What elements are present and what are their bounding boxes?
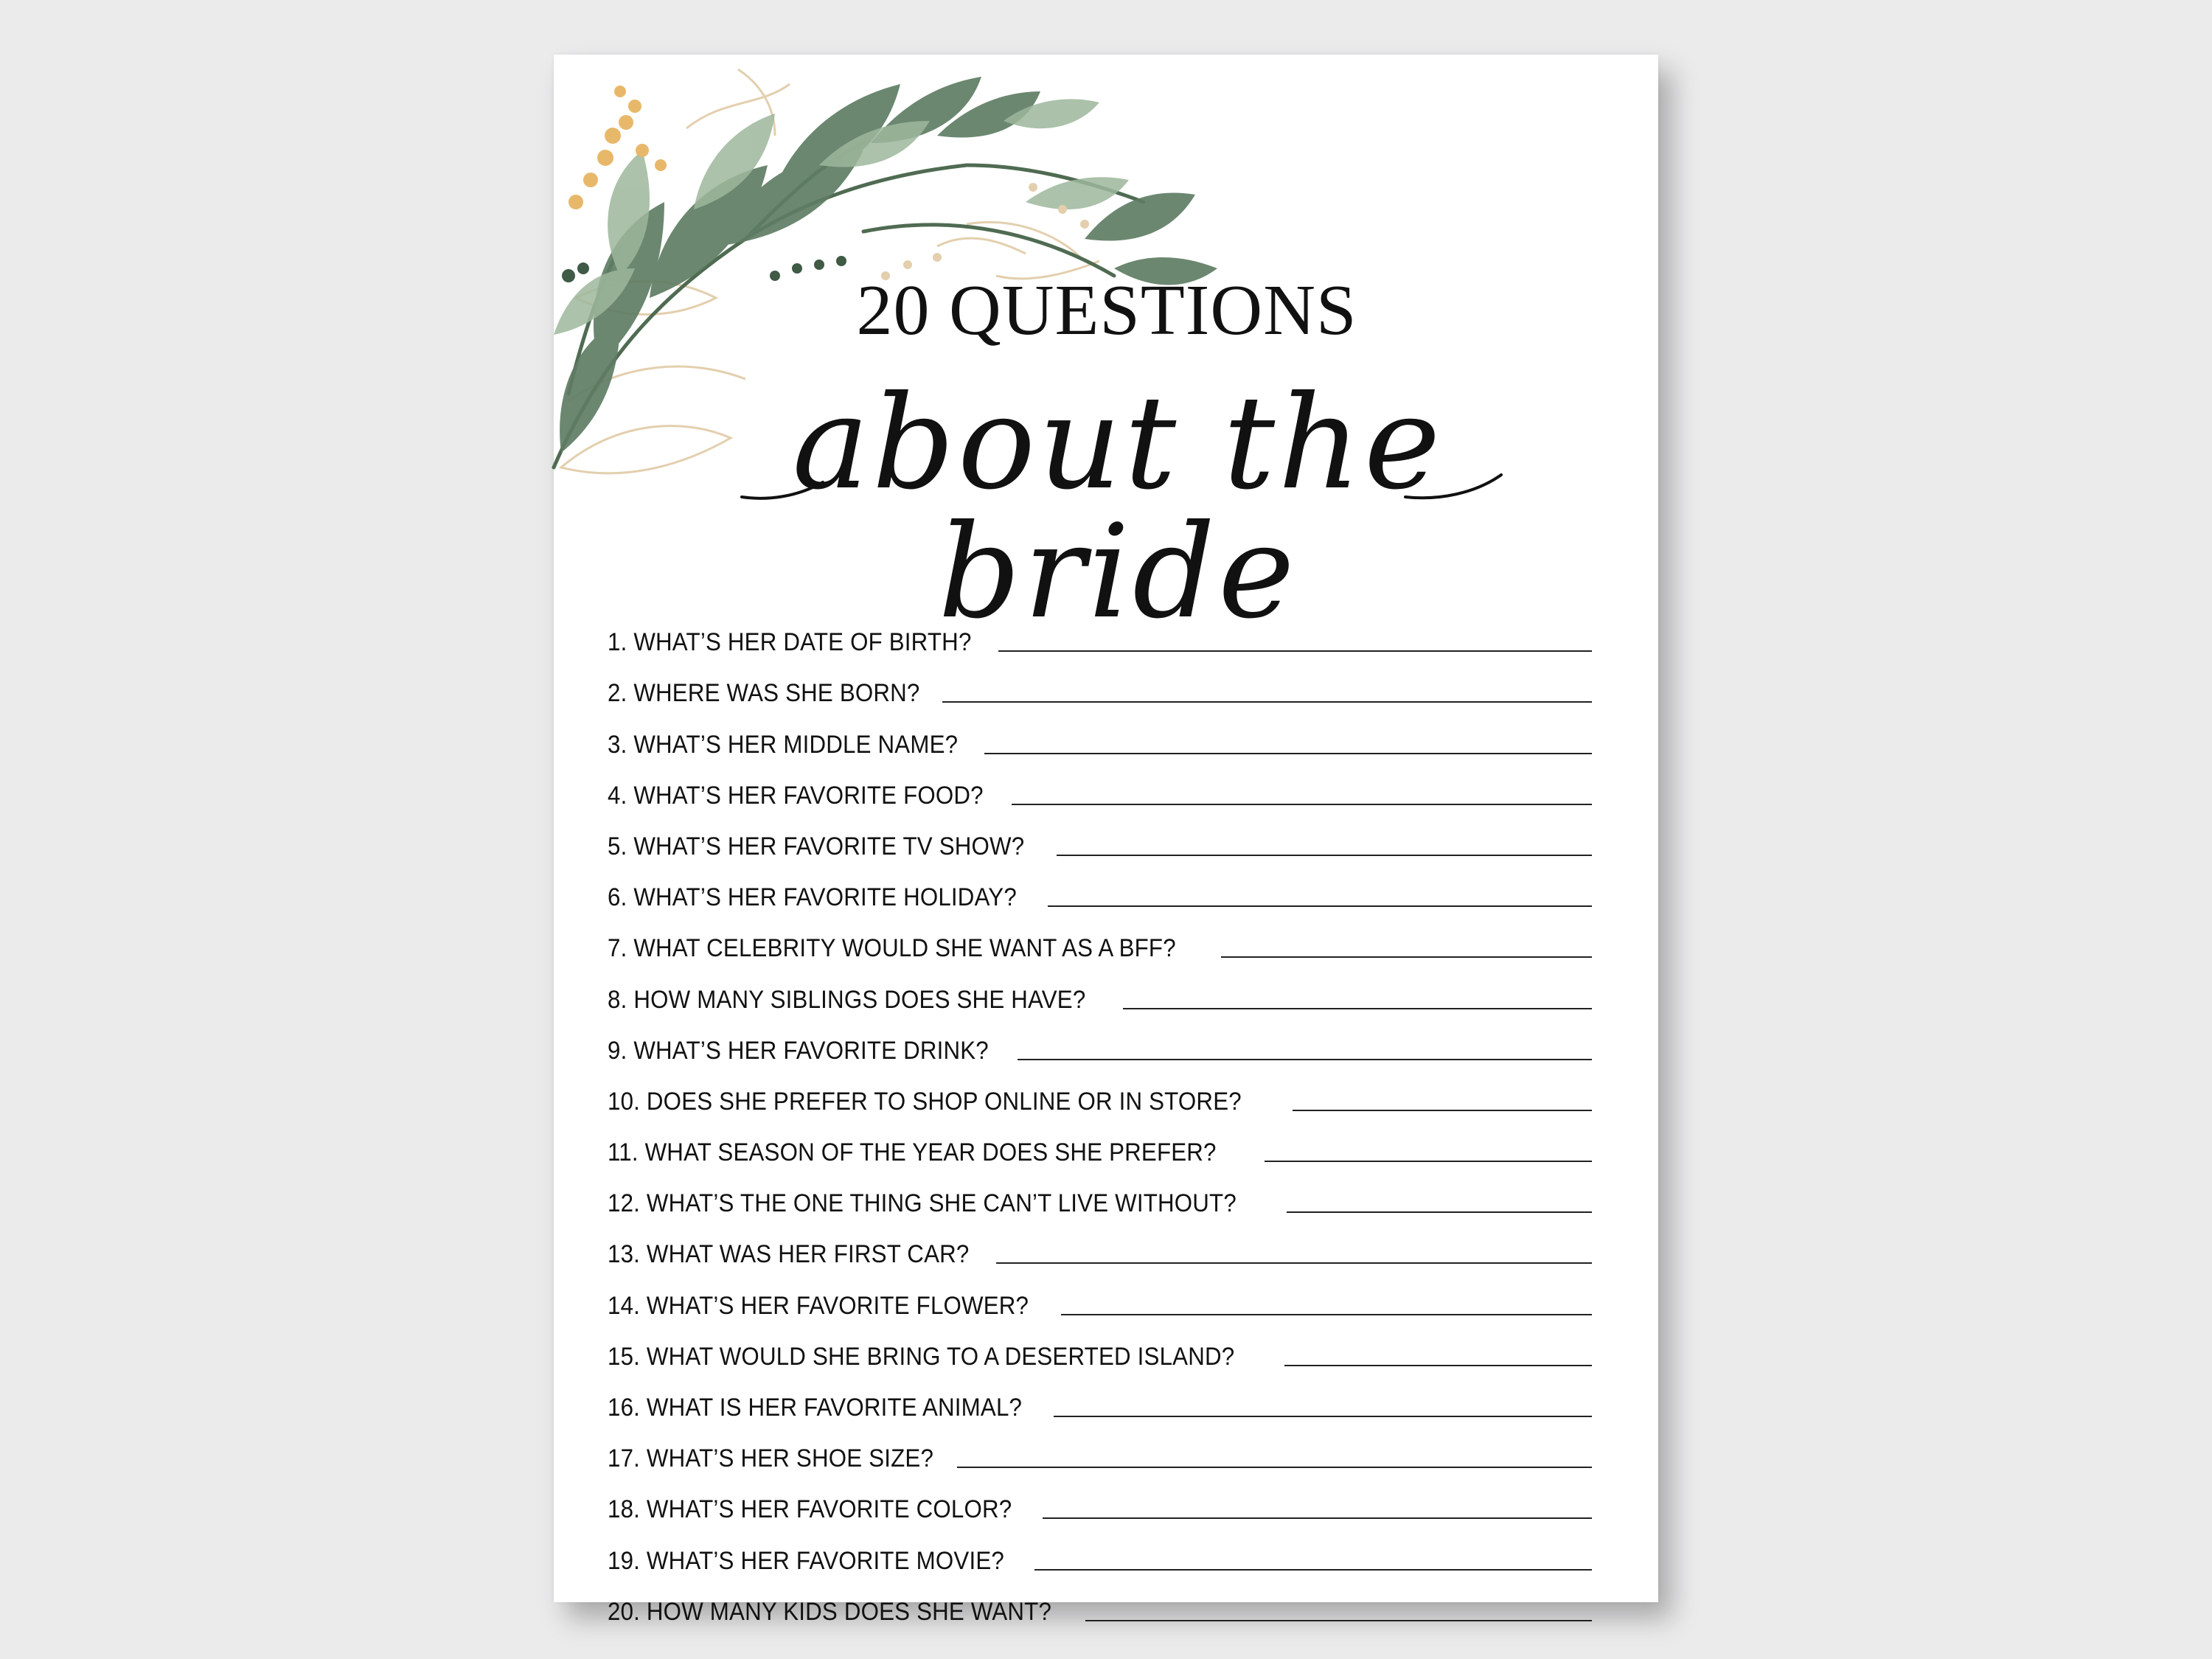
question-text: 12. WHAT’S THE ONE THING SHE CAN’T LIVE WITHOUT? [608,1189,1237,1218]
question-row [608,1471,1592,1522]
answer-line[interactable] [984,753,1592,754]
answer-line[interactable] [1018,1059,1592,1060]
question-row [608,1012,1592,1063]
question-text: 3. WHAT’S HER MIDDLE NAME? [608,730,959,759]
question-row [608,910,1592,961]
question-text: 4. WHAT’S HER FAVORITE FOOD? [608,781,984,810]
question-text: 20. HOW MANY KIDS DOES SHE WANT? [608,1597,1052,1626]
answer-line[interactable] [1034,1569,1592,1571]
question-row [608,757,1592,808]
question-text: 17. WHAT’S HER SHOE SIZE? [608,1444,934,1473]
question-text: 10. DOES SHE PREFER TO SHOP ONLINE OR IN STORE? [608,1087,1242,1116]
question-row [608,1573,1592,1624]
printable-card [554,55,1658,1626]
question-row [608,808,1592,859]
question-text: 14. WHAT’S HER FAVORITE FLOWER? [608,1291,1029,1320]
answer-line[interactable] [1123,1008,1592,1009]
question-row [608,706,1592,757]
question-text: 2. WHERE WAS SHE BORN? [608,679,920,708]
answer-line[interactable] [1048,905,1592,907]
question-text: 15. WHAT WOULD SHE BRING TO A DESERTED ISLAND? [608,1342,1235,1371]
answer-line[interactable] [1043,1517,1592,1519]
answer-line[interactable] [957,1467,1592,1468]
question-row [608,1522,1592,1573]
question-text: 7. WHAT CELEBRITY WOULD SHE WANT AS A BFF? [608,934,1176,963]
answer-line[interactable] [1284,1365,1592,1366]
question-text: 8. HOW MANY SIBLINGS DOES SHE HAVE? [608,985,1086,1014]
question-row [608,1216,1592,1267]
answer-line[interactable] [1265,1161,1592,1162]
answer-line[interactable] [998,650,1592,652]
page-subtitle-script: about the bride [792,369,1444,647]
answer-line[interactable] [1221,956,1592,958]
question-row [608,1165,1592,1216]
answer-line[interactable] [942,701,1592,703]
question-row [608,655,1592,706]
answer-line[interactable] [1085,1620,1592,1621]
question-text: 9. WHAT’S HER FAVORITE DRINK? [608,1036,989,1065]
question-text: 11. WHAT SEASON OF THE YEAR DOES SHE PREFER? [608,1138,1217,1167]
page-title: 20 QUESTIONS [856,271,1357,350]
question-text: 5. WHAT’S HER FAVORITE TV SHOW? [608,832,1025,860]
question-row [608,1114,1592,1165]
question-text: 16. WHAT IS HER FAVORITE ANIMAL? [608,1394,1023,1422]
script-swash-right [1402,467,1505,512]
answer-line[interactable] [996,1262,1592,1264]
question-row [608,604,1592,655]
question-text: 6. WHAT’S HER FAVORITE HOLIDAY? [608,883,1017,912]
question-row [608,1318,1592,1369]
question-row [608,1420,1592,1471]
answer-line[interactable] [1012,804,1592,805]
answer-line[interactable] [1287,1211,1592,1213]
question-text: 13. WHAT WAS HER FIRST CAR? [608,1240,970,1269]
question-row [608,1267,1592,1318]
answer-line[interactable] [1061,1314,1592,1315]
question-row [608,961,1592,1012]
question-row [608,859,1592,910]
answer-line[interactable] [1057,855,1593,856]
question-text: 18. WHAT’S HER FAVORITE COLOR? [608,1495,1012,1524]
answer-line[interactable] [1054,1416,1592,1417]
question-row [608,1369,1592,1420]
question-text: 1. WHAT’S HER DATE OF BIRTH? [608,628,972,657]
answer-line[interactable] [1293,1110,1592,1111]
question-row [608,1063,1592,1114]
question-text: 19. WHAT’S HER FAVORITE MOVIE? [608,1546,1004,1575]
question-list [608,604,1592,1624]
